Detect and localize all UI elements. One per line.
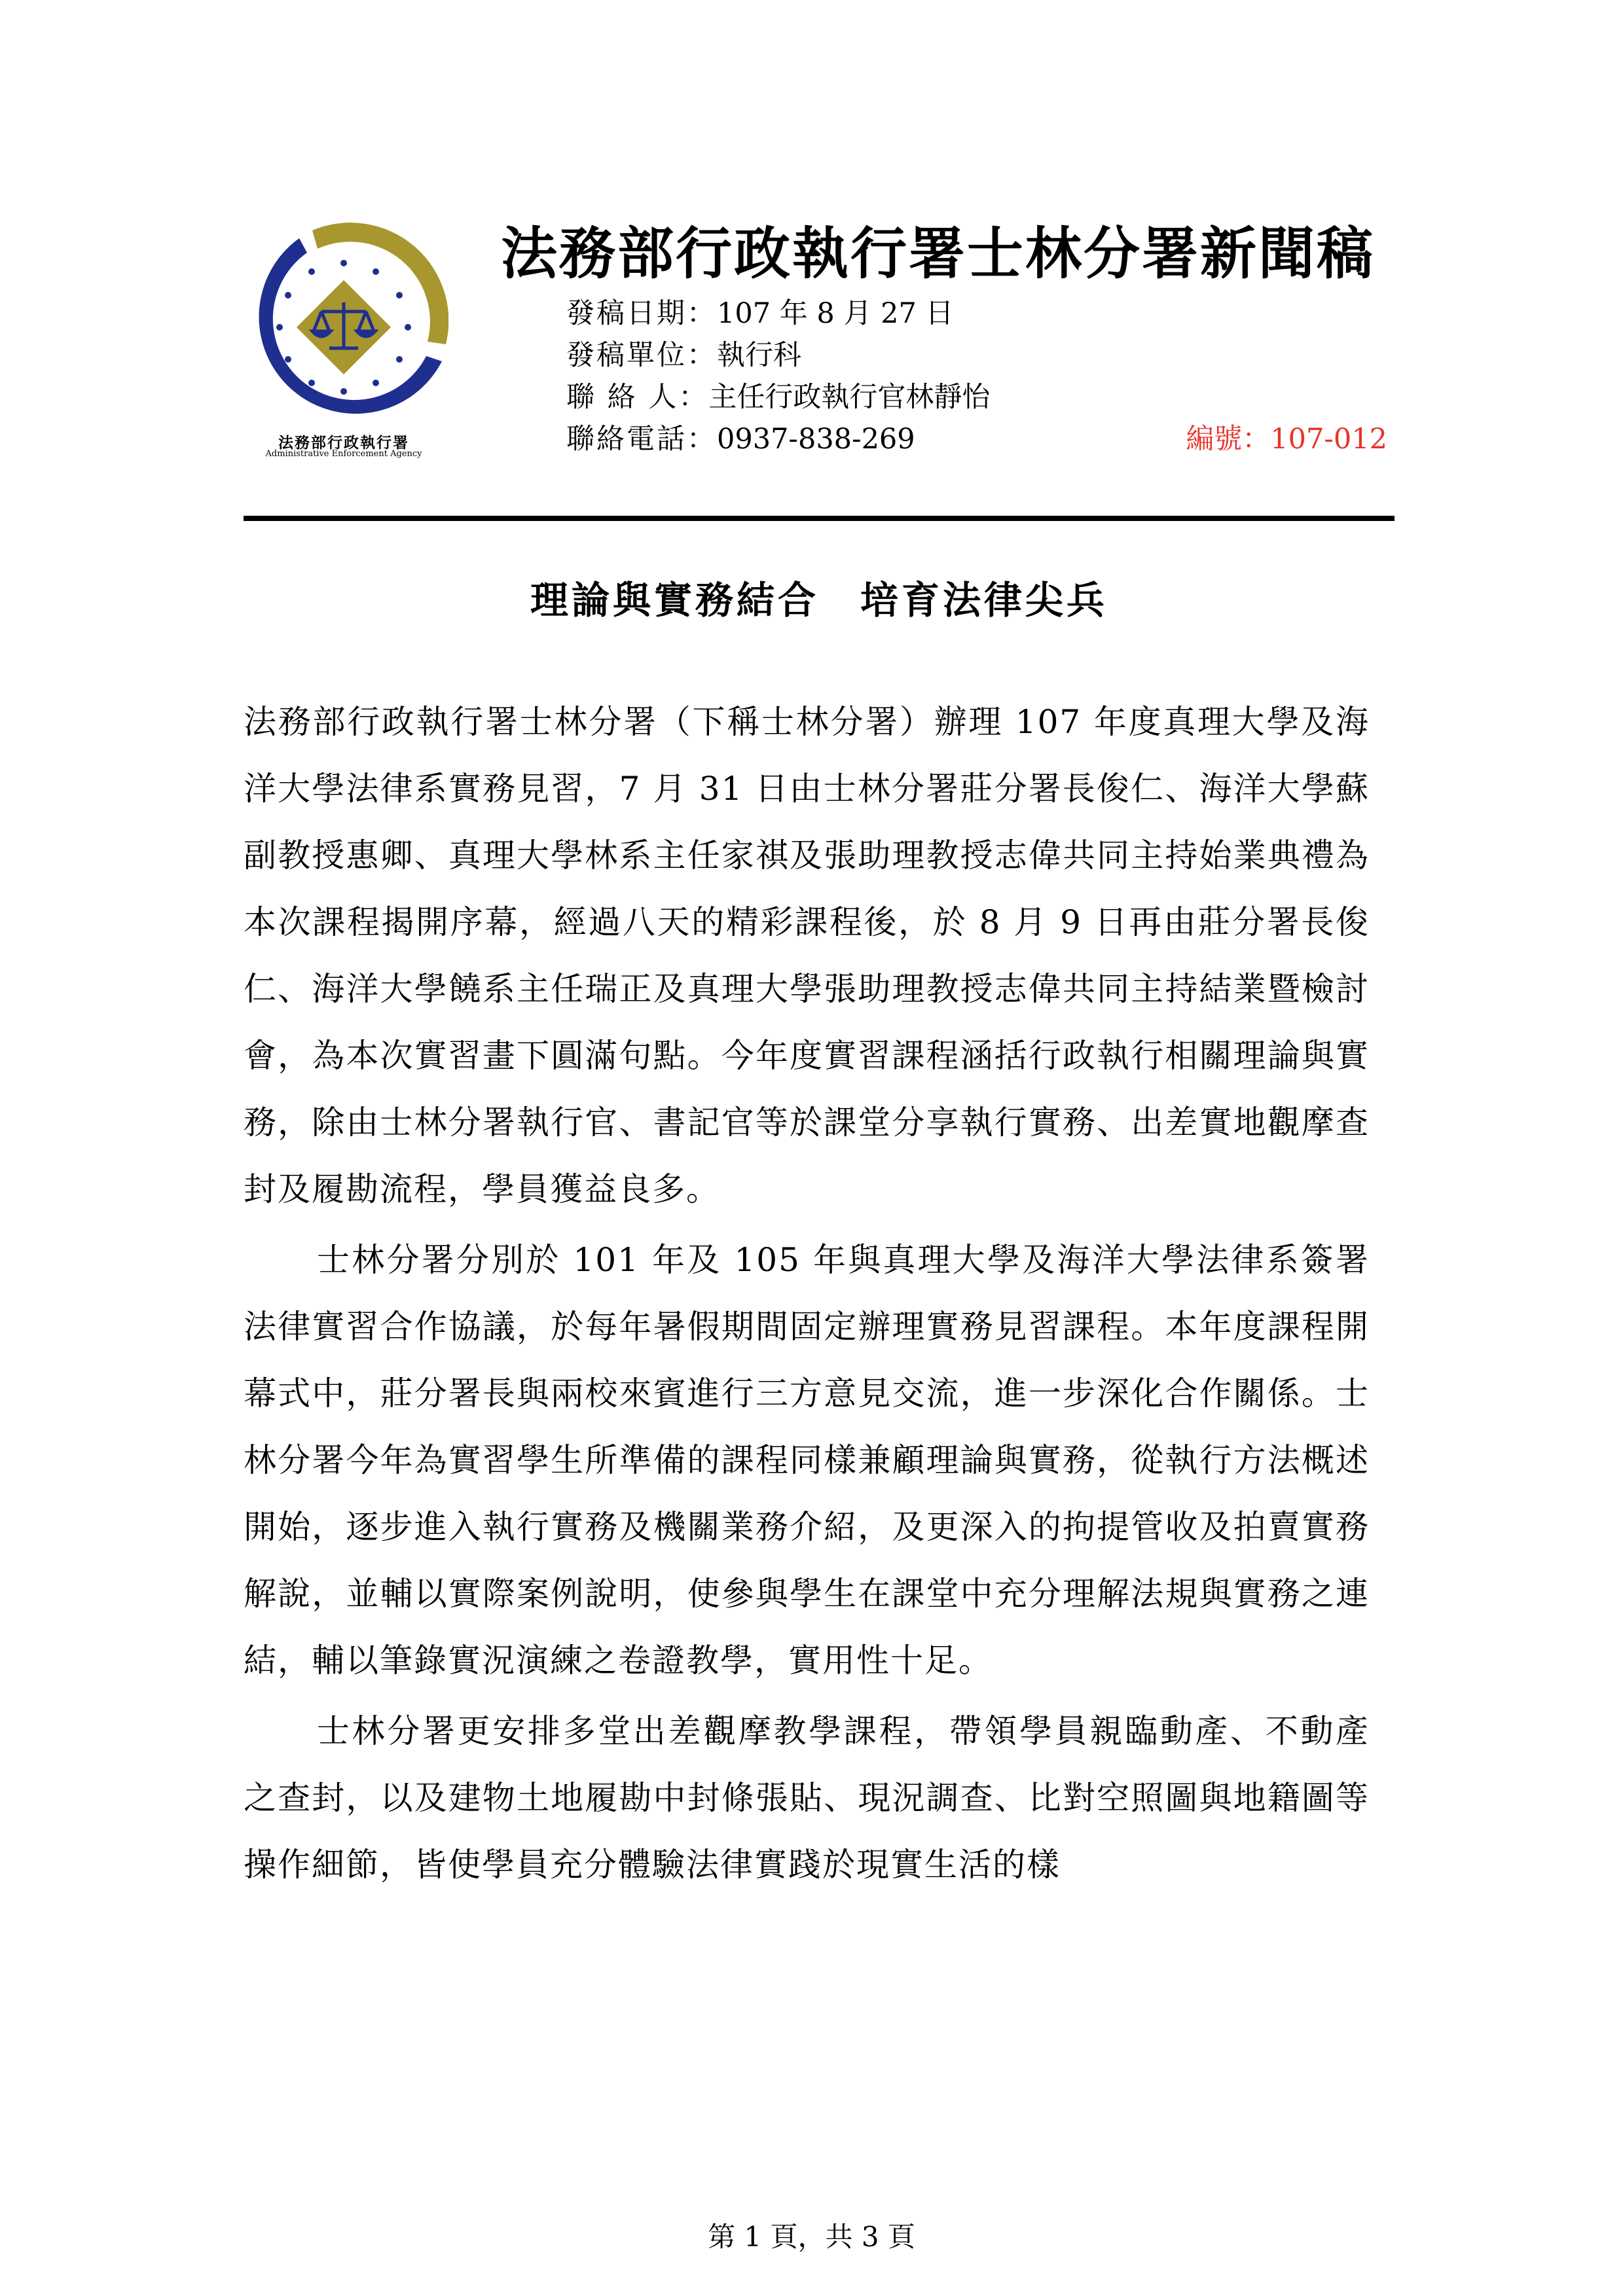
press-release-title: 法務部行政執行署士林分署新聞稿 xyxy=(501,221,1375,287)
release-unit-row xyxy=(566,339,801,372)
agency-emblem xyxy=(239,223,448,432)
contact-person-row xyxy=(566,381,991,414)
contact-person-label: 聯 絡 人： xyxy=(566,381,709,414)
contact-phone-label: 聯絡電話： xyxy=(566,423,717,456)
release-date-value: 107 年 8 月 27 日 xyxy=(717,297,954,330)
article-headline: 理論與實務結合 培育法律尖兵 xyxy=(530,578,1108,622)
article-paragraph: 法務部行政執行署士林分署（下稱士林分署）辦理 107 年度真理大學及海洋大學法律系實務見習，7 月 31 日由士林分署莊分署長俊仁、海洋大學蘇副教授惠卿、真理大學林系主任家祺及張助理教授志偉共同主持始業典禮為本次課程揭開序幕，經過八天的精彩課程後，於 8 月 9 日再由莊分署長俊仁、海洋大學饒系主任瑞正及真理大學張助理教授志偉共同主持結業暨檢討會，為本次實習畫下圓滿句點。今年度實習課程涵括行政執行相關理論與實務，除由士林分署執行官、書記官等於課堂分享執行實務、出差實地觀摩查封及履勘流程，學員獲益良多。 xyxy=(244,703,1370,1208)
article-paragraph: 士林分署更安排多堂出差觀摩教學課程，帶領學員親臨動產、不動產之查封，以及建物土地履勘中封條張貼、現況調查、比對空照圖與地籍圖等操作細節，皆使學員充分體驗法律實踐於現實生活的樣 xyxy=(244,1712,1370,1884)
release-date-label: 發稿日期： xyxy=(566,297,717,330)
contact-phone-row xyxy=(566,425,915,454)
serial-number: 編號：107-012 xyxy=(1186,423,1387,456)
page-indicator: 第 1 頁，共 3 頁 xyxy=(708,2221,915,2253)
contact-phone-value: 0937-838-269 xyxy=(717,423,915,456)
logo-agency-name-cn: 法務部行政執行署 xyxy=(278,434,409,452)
logo-agency-name-en: Administrative Enforcement Agency xyxy=(265,449,422,459)
contact-person-value: 主任行政執行官林靜怡 xyxy=(708,381,991,414)
release-unit-label: 發稿單位： xyxy=(566,339,717,372)
agency-logo xyxy=(239,223,484,465)
release-date-row xyxy=(566,297,954,330)
article-paragraph: 士林分署分別於 101 年及 105 年與真理大學及海洋大學法律系簽署法律實習合作協議，於每年暑假期間固定辦理實務見習課程。本年度課程開幕式中，莊分署長與兩校來賓進行三方意見交流，進一步深化合作關係。士林分署今年為實習學生所準備的課程同樣兼顧理論與實務，從執行方法概述開始，逐步進入執行實務及機關業務介紹，及更深入的拘提管收及拍賣實務解說，並輔以實際案例說明，使參與學生在課堂中充分理解法規與實務之連結，輔以筆錄實況演練之卷證教學，實用性十足。 xyxy=(244,1241,1370,1679)
header-divider xyxy=(244,516,1395,521)
release-unit-value: 執行科 xyxy=(717,339,801,372)
article-body xyxy=(244,689,1370,1902)
